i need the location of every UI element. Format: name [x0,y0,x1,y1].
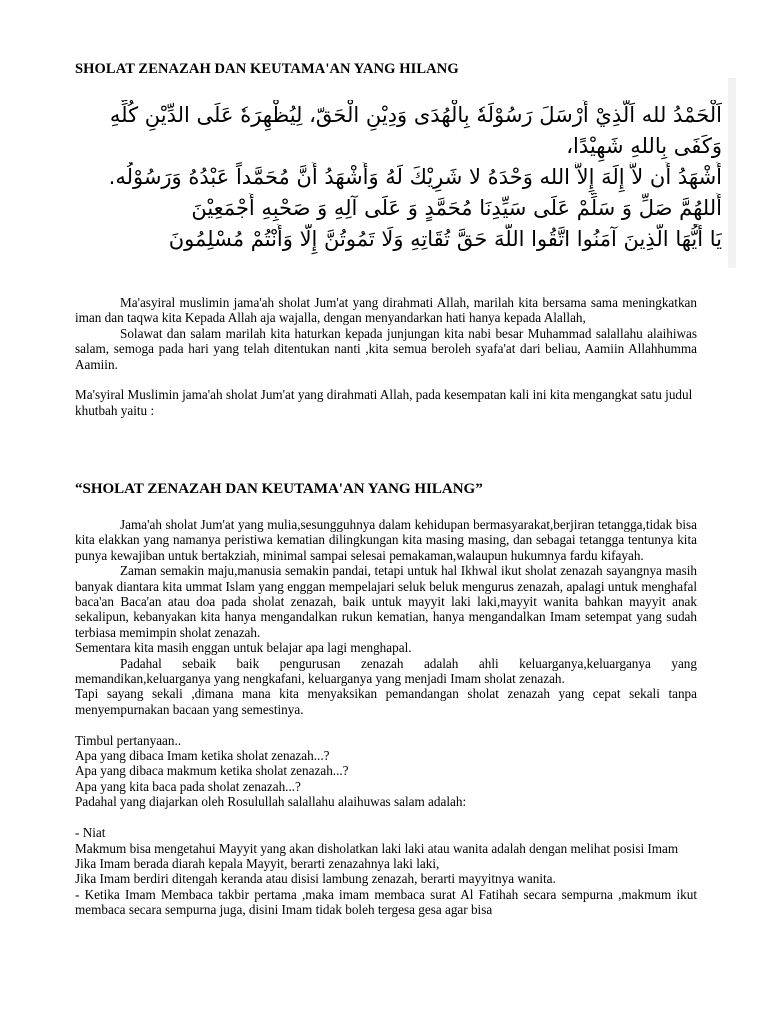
body-paragraph: Sementara kita masih enggan untuk belajar apa lagi menghapal. [75,640,412,656]
intro-paragraph: Solawat dan salam marilah kita haturkan kepada junjungan kita nabi besar Muhammad salallahu alaihiwas salam, semoga pada hari yang telah ditentukan nanti ,kita semua beroleh syafa'at dari beliau, Aamiin Allahhumma Aamiin. [75,325,697,372]
question-intro: Timbul pertanyaan.. [75,732,182,748]
intro-section [75,295,697,418]
question-line: Padahal yang diajarkan oleh Rosulullah salallahu alaihuwas salam adalah: [75,794,467,810]
body-section [75,517,697,918]
body-paragraph: Tapi sayang sekali ,dimana mana kita menyaksikan pemandangan sholat zenazah yang cepat sekali tanpa menyempurnakan bacaan yang semestinya. [75,686,697,717]
arabic-line: اَلْحَمْدُ لله اَلَّذِيْ أَرْسَلَ رَسُوْلَهٗ بِالْهُدَى وَدِيْنِ الْحَقّ، لِيُظْهِرَهٗ عَلَى الدِّيْنِ كُلِّهِ [109,103,722,127]
image-edge [728,78,736,268]
niat-heading: - Niat [75,825,106,841]
body-paragraph: Padahal sebaik baik pengurusan zenazah adalah ahli keluarganya,keluarganya yang memandikan,keluarganya yang nengkafani, keluarganya yang menjadi Imam sholat zenazah. [75,655,697,687]
arabic-line: يَا أَيُّهَا الَّذِينَ آمَنُوا اتَّقُوا اللَّهَ حَقَّ تُقَاتِهِ وَلَا تَمُوتُنَّ إِلَّا وَأَنْتُمْ مُسْلِمُونَ [168,227,722,251]
body-paragraph: - Ketika Imam Membaca takbir pertama ,maka imam membaca surat Al Fatihah secara sempurna ,makmum ikut membaca secara sempurna juga, disini Imam tidak boleh tergesa gesa agar bisa [75,886,697,918]
intro-paragraph: Ma'asyiral muslimin jama'ah sholat Jum'at yang dirahmati Allah, marilah kita bersama sama meningkatkan iman dan taqwa kita Kepada Allah aja wajalla, dengan menyandarkan hati hanya kepada Alallah, [75,295,697,326]
arabic-line: أَللهُمَّ صَلِّ وَ سَلِّمْ عَلَى سَيِّدِنَا مُحَمَّدٍ وَ عَلَى آلِهِ وَ صَحْبِهِ أَجْمَعِيْنَ [191,196,722,220]
question-line: Apa yang dibaca Imam ketika sholat zenazah...? [75,748,330,764]
arabic-line: وَكَفَى بِاللهِ شَهِيْدًا، [566,134,722,158]
body-paragraph: Zaman semakin maju,manusia semakin pandai, tetapi untuk hal Ikhwal ikut sholat zenazah sayangnya masih banyak diantara kita ummat Islam yang enggan mempelajari seluk beluk mengurus zenazah, apalagi untuk menghafal baca'an Baca'an atau doa pada sholat zenazah, baik untuk mayyit laki laki,mayyit wanita bahkan mayyit anak sekalipun, kebanyakan kita hanya mengandalkan rukun kematian, hanya mengandalkan Imam setempat yang sudah terbiasa memimpin sholat zenazah. [75,563,697,640]
arabic-opening-block [100,100,722,260]
question-line: Apa yang kita baca pada sholat zenazah...? [75,778,301,794]
body-paragraph: Jika Imam berdiri ditengah keranda atau disisi lambung zenazah, berarti mayyitnya wanita. [75,871,556,887]
arabic-line: أَشْهَدُ أَن لاَّ إِلَهَ إِلاَّ الله وَحْدَهُ لا شَرِيْكَ لَهُ وَأَشْهَدُ أَنَّ مُحَمَّداً عَبْدُهُ وَرَسُوْلُه. [108,165,722,189]
document-title: SHOLAT ZENAZAH DAN KEUTAMA'AN YANG HILANG [75,61,459,77]
body-paragraph: Jama'ah sholat Jum'at yang mulia,sesungguhnya dalam kehidupan bermasyarakat,berjiran tetangga,tidak bisa kita elakkan yang namanya peristiwa kematian dilingkungan kita masing masing, dan sebagai tetangga tentunya kita punya kewajiban untuk bertakziah, minimal sampai selesai pemakaman,walaupun hukumnya fardu kifayah. [75,517,697,563]
khutbah-heading: “SHOLAT ZENAZAH DAN KEUTAMA'AN YANG HILANG” [75,481,483,497]
question-line: Apa yang dibaca makmum ketika sholat zenazah...? [75,763,349,779]
intro-paragraph: Ma'syiral Muslimin jama'ah sholat Jum'at yang dirahmati Allah, pada kesempatan kali ini kita mengangkat satu judul khutbah yaitu : [75,387,693,418]
body-paragraph: Makmum bisa mengetahui Mayyit yang akan disholatkan laki laki atau wanita adalah dengan melihat posisi Imam [75,840,679,856]
body-paragraph: Jika Imam berada diarah kepala Mayyit, berarti zenazahnya laki laki, [75,855,440,871]
